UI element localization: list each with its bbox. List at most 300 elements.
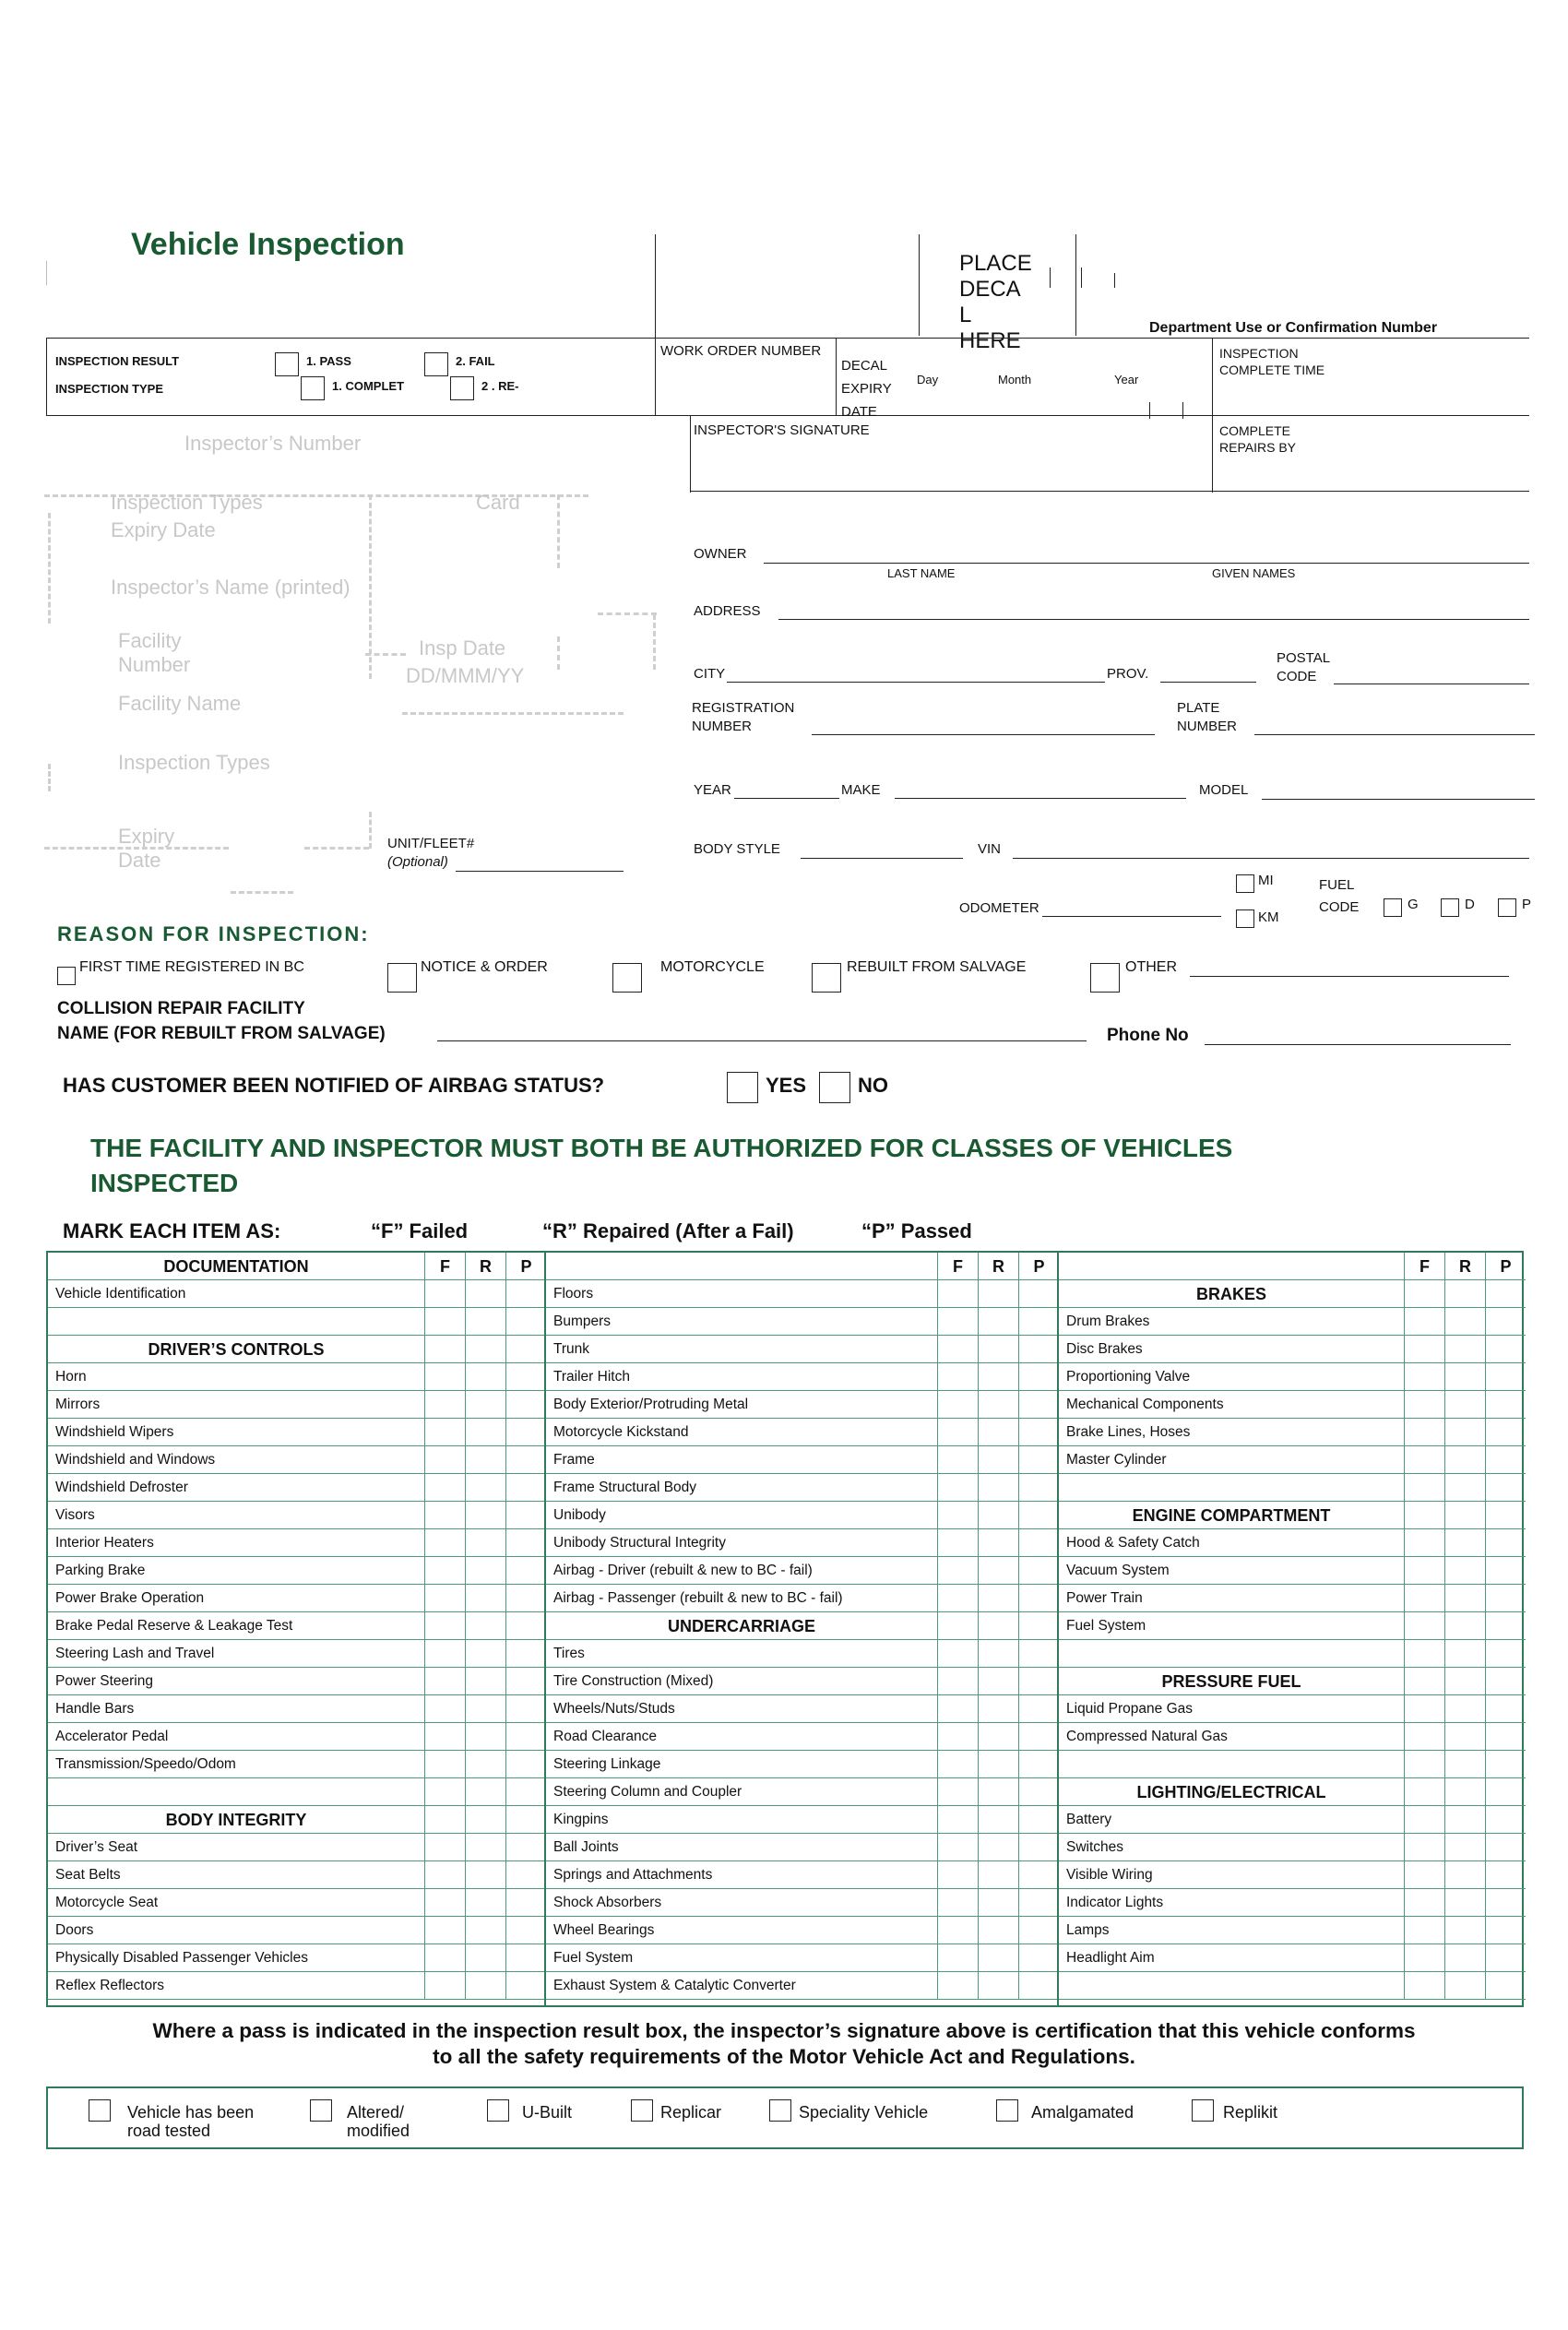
frp-cell-r[interactable] (978, 1944, 1018, 1971)
frp-cell-p[interactable] (1018, 1695, 1059, 1722)
frp-cell-p[interactable] (1485, 1834, 1526, 1860)
frp-cell-r[interactable] (978, 1695, 1018, 1722)
collision-line[interactable] (437, 1040, 1087, 1041)
frp-cell-r[interactable] (1444, 1695, 1485, 1722)
phone-line[interactable] (1205, 1044, 1511, 1045)
frp-cell-r[interactable] (978, 1612, 1018, 1639)
frp-cell-p[interactable] (1485, 1363, 1526, 1390)
label-text: NUMBER (1177, 719, 1238, 734)
frp-cell-f[interactable] (937, 1612, 978, 1639)
frp-cell-f[interactable] (1404, 1612, 1444, 1639)
frp-cell-f[interactable] (937, 1751, 978, 1777)
frp-cell-p[interactable] (505, 1280, 546, 1307)
frp-cell-p[interactable] (505, 1668, 546, 1694)
frp-cell-r[interactable] (1444, 1336, 1485, 1362)
frp-cell-r[interactable] (978, 1834, 1018, 1860)
frp-cell-f[interactable] (1404, 1557, 1444, 1584)
frp-cell-f[interactable] (937, 1723, 978, 1750)
decal-expiry-text: DECAL (841, 358, 888, 374)
frp-cell-f[interactable] (937, 1557, 978, 1584)
frp-cell-r[interactable] (465, 1280, 505, 1307)
frp-cell-p[interactable] (505, 1336, 546, 1362)
frp-cell-r[interactable] (978, 1861, 1018, 1888)
frp-cell-f[interactable] (424, 1751, 465, 1777)
frp-cell-p[interactable] (505, 1723, 546, 1750)
frp-cell-p[interactable] (1018, 1668, 1059, 1694)
frp-cell-f[interactable] (424, 1944, 465, 1971)
frp-cell-f[interactable] (1404, 1419, 1444, 1445)
frp-cell-r[interactable] (1444, 1446, 1485, 1473)
frp-cell-r[interactable] (1444, 1917, 1485, 1944)
frp-cell-f[interactable] (424, 1640, 465, 1667)
frp-cell-p[interactable] (1485, 1557, 1526, 1584)
frp-cell-r[interactable] (978, 1668, 1018, 1694)
frp-cell-p[interactable] (1485, 1861, 1526, 1888)
frp-cell-f[interactable] (937, 1861, 978, 1888)
frp-cell-r[interactable] (465, 1972, 505, 1999)
frp-cell-p[interactable] (1018, 1474, 1059, 1501)
frp-cell-f[interactable] (424, 1695, 465, 1722)
ubuilt-checkbox[interactable] (487, 2099, 509, 2122)
result-pass-label: 1. PASS (306, 354, 351, 368)
frp-cell-r[interactable] (978, 1640, 1018, 1667)
frp-cell-r[interactable] (465, 1391, 505, 1418)
checklist-column (1059, 1253, 1526, 2005)
airbag-no-checkbox[interactable] (819, 1072, 850, 1103)
frp-cell-r[interactable] (1444, 1474, 1485, 1501)
make-line[interactable] (895, 798, 1186, 799)
frp-cell-r[interactable] (978, 1585, 1018, 1611)
frp-cell-p[interactable] (505, 1502, 546, 1528)
first-time-checkbox[interactable] (57, 967, 76, 985)
frp-cell-f[interactable] (937, 1889, 978, 1916)
frp-cell-p[interactable] (505, 1972, 546, 1999)
frp-cell-r[interactable] (465, 1557, 505, 1584)
registration-line[interactable] (812, 734, 1155, 735)
frp-cell-r[interactable] (978, 1972, 1018, 1999)
frp-cell-f[interactable] (1404, 1668, 1444, 1694)
frp-cell-f[interactable] (937, 1972, 978, 1999)
frp-cell-p[interactable] (1485, 1585, 1526, 1611)
vin-line[interactable] (1013, 858, 1529, 859)
frp-cell-p[interactable] (1018, 1612, 1059, 1639)
plate-line[interactable] (1254, 734, 1535, 735)
frp-cell-r[interactable] (1444, 1557, 1485, 1584)
frp-cell-p[interactable] (1485, 1391, 1526, 1418)
frp-cell-f[interactable] (1404, 1502, 1444, 1528)
checklist-row (546, 1723, 1059, 1751)
speciality-checkbox[interactable] (769, 2099, 791, 2122)
body-style-line[interactable] (801, 858, 963, 859)
frp-cell-r[interactable] (465, 1446, 505, 1473)
frp-cell-f[interactable] (1404, 1391, 1444, 1418)
frp-cell-p[interactable] (1018, 1502, 1059, 1528)
frp-cell-r[interactable] (465, 1502, 505, 1528)
frp-cell-f[interactable] (937, 1640, 978, 1667)
frp-cell-p[interactable] (1485, 1446, 1526, 1473)
frp-cell-r[interactable] (978, 1474, 1018, 1501)
other-checkbox[interactable] (1090, 963, 1120, 993)
frp-cell-f[interactable] (1404, 1723, 1444, 1750)
frp-cell-p[interactable] (1018, 1723, 1059, 1750)
frp-cell-f[interactable] (1404, 1336, 1444, 1362)
frp-cell-f[interactable] (937, 1917, 978, 1944)
frp-cell-r[interactable] (465, 1917, 505, 1944)
frp-cell-f[interactable] (937, 1778, 978, 1805)
frp-cell-f[interactable] (937, 1529, 978, 1556)
frp-cell-r[interactable] (465, 1861, 505, 1888)
frp-cell-r[interactable] (465, 1419, 505, 1445)
frp-cell-r[interactable] (465, 1944, 505, 1971)
frp-cell-p[interactable] (1018, 1363, 1059, 1390)
frp-cell-p[interactable] (1018, 1834, 1059, 1860)
frp-cell-p[interactable] (1485, 1474, 1526, 1501)
frp-cell-p[interactable] (1018, 1391, 1059, 1418)
checklist-item-label: Visors (55, 1507, 95, 1523)
year-line[interactable] (734, 798, 839, 799)
frp-cell-r[interactable] (1444, 1391, 1485, 1418)
frp-cell-r[interactable] (1444, 1280, 1485, 1307)
frp-cell-p[interactable] (505, 1861, 546, 1888)
frp-cell-p[interactable] (505, 1778, 546, 1805)
frp-cell-f[interactable] (1404, 1640, 1444, 1667)
frp-cell-f[interactable] (1404, 1972, 1444, 1999)
frp-cell-r[interactable] (1444, 1861, 1485, 1888)
frp-cell-f[interactable] (424, 1585, 465, 1611)
road-tested-checkbox[interactable] (89, 2099, 111, 2122)
frp-cell-r[interactable] (465, 1695, 505, 1722)
frp-cell-r[interactable] (1444, 1363, 1485, 1390)
frp-cell-p[interactable] (1485, 1419, 1526, 1445)
frp-cell-f[interactable] (1404, 1474, 1444, 1501)
frp-cell-p[interactable] (1018, 1861, 1059, 1888)
frp-cell-r[interactable] (465, 1640, 505, 1667)
frp-cell-p[interactable] (1485, 1778, 1526, 1805)
frp-cell-p[interactable] (505, 1557, 546, 1584)
fuel-p-checkbox[interactable] (1498, 898, 1516, 917)
frp-cell-r[interactable] (1444, 1889, 1485, 1916)
frp-cell-p[interactable] (505, 1751, 546, 1777)
frp-cell-f[interactable] (1404, 1529, 1444, 1556)
frp-cell-f[interactable] (424, 1917, 465, 1944)
frp-cell-f[interactable] (1404, 1751, 1444, 1777)
frp-cell-p[interactable] (505, 1834, 546, 1860)
address-line[interactable] (778, 619, 1529, 620)
frp-cell-f[interactable] (937, 1336, 978, 1362)
frp-cell-p[interactable] (1485, 1529, 1526, 1556)
frp-cell-p[interactable] (1485, 1502, 1526, 1528)
frp-cell-p[interactable] (1018, 1557, 1059, 1584)
result-pass-checkbox[interactable] (275, 352, 299, 376)
frp-cell-p[interactable] (1485, 1668, 1526, 1694)
km-checkbox[interactable] (1236, 909, 1254, 928)
frp-cell-f[interactable] (1404, 1585, 1444, 1611)
frp-cell-f[interactable] (937, 1944, 978, 1971)
frp-cell-r[interactable] (978, 1391, 1018, 1418)
altered-checkbox[interactable] (310, 2099, 332, 2122)
vin-label: VIN (978, 841, 1002, 857)
fuel-d-checkbox[interactable] (1441, 898, 1459, 917)
frp-cell-f[interactable] (1404, 1280, 1444, 1307)
frp-cell-r[interactable] (465, 1751, 505, 1777)
frp-cell-f[interactable] (937, 1474, 978, 1501)
frp-cell-p[interactable] (1485, 1889, 1526, 1916)
frp-cell-f[interactable] (937, 1806, 978, 1833)
frp-cell-p[interactable] (1485, 1972, 1526, 1999)
frp-cell-p[interactable] (505, 1585, 546, 1611)
frp-cell-p[interactable] (505, 1446, 546, 1473)
frp-cell-f[interactable] (1404, 1917, 1444, 1944)
frp-cell-f[interactable] (937, 1280, 978, 1307)
frp-cell-f[interactable] (424, 1363, 465, 1390)
frp-cell-r[interactable] (465, 1529, 505, 1556)
frp-cell-p[interactable] (1018, 1917, 1059, 1944)
frp-cell-r[interactable] (978, 1280, 1018, 1307)
frp-cell-p[interactable] (1018, 1944, 1059, 1971)
rebuilt-checkbox[interactable] (812, 963, 841, 993)
frp-cell-p[interactable] (1018, 1889, 1059, 1916)
checklist-item-label: Airbag - Passenger (rebuilt & new to BC - fail) (553, 1590, 843, 1606)
frp-cell-r[interactable] (1444, 1944, 1485, 1971)
frp-cell-p[interactable] (505, 1612, 546, 1639)
checklist-item-label: Ball Joints (553, 1839, 619, 1855)
frp-cell-f[interactable] (937, 1668, 978, 1694)
frp-cell-p[interactable] (1018, 1529, 1059, 1556)
frp-cell-r[interactable] (465, 1806, 505, 1833)
airbag-yes-checkbox[interactable] (727, 1072, 758, 1103)
frp-cell-r[interactable] (978, 1308, 1018, 1335)
frp-cell-p[interactable] (1018, 1336, 1059, 1362)
frp-header-f: F (1404, 1253, 1444, 1279)
frp-cell-p[interactable] (1018, 1751, 1059, 1777)
frp-cell-p[interactable] (1018, 1446, 1059, 1473)
checklist-item-label: Kingpins (553, 1812, 609, 1827)
frp-cell-r[interactable] (465, 1336, 505, 1362)
frp-cell-r[interactable] (465, 1668, 505, 1694)
frp-cell-r[interactable] (978, 1778, 1018, 1805)
frp-cell-r[interactable] (978, 1723, 1018, 1750)
frp-cell-p[interactable] (1485, 1280, 1526, 1307)
prov-line[interactable] (1160, 682, 1256, 683)
frp-cell-r[interactable] (1444, 1308, 1485, 1335)
frp-cell-r[interactable] (978, 1529, 1018, 1556)
replicar-checkbox[interactable] (631, 2099, 653, 2122)
unit-fleet-line[interactable] (456, 871, 624, 872)
frp-cell-p[interactable] (505, 1640, 546, 1667)
frp-cell-p[interactable] (505, 1917, 546, 1944)
frp-cell-p[interactable] (1485, 1336, 1526, 1362)
frp-cell-f[interactable] (424, 1723, 465, 1750)
frp-cell-f[interactable] (424, 1557, 465, 1584)
frp-cell-r[interactable] (465, 1889, 505, 1916)
first-time-label: FIRST TIME REGISTERED IN BC (79, 959, 304, 975)
frp-cell-p[interactable] (1018, 1280, 1059, 1307)
frp-cell-p[interactable] (1018, 1585, 1059, 1611)
frp-cell-p[interactable] (1485, 1695, 1526, 1722)
checklist-section-header (1059, 1778, 1526, 1806)
frp-cell-f[interactable] (424, 1391, 465, 1418)
frp-cell-p[interactable] (505, 1419, 546, 1445)
amalgamated-checkbox[interactable] (996, 2099, 1018, 2122)
frp-cell-f[interactable] (424, 1529, 465, 1556)
frp-cell-r[interactable] (1444, 1778, 1485, 1805)
frp-cell-p[interactable] (1485, 1806, 1526, 1833)
checklist-item-label: Unibody Structural Integrity (553, 1535, 726, 1551)
frp-cell-r[interactable] (1444, 1419, 1485, 1445)
frp-cell-p[interactable] (505, 1391, 546, 1418)
frp-cell-f[interactable] (424, 1972, 465, 1999)
frp-cell-r[interactable] (978, 1419, 1018, 1445)
frp-cell-f[interactable] (1404, 1944, 1444, 1971)
frp-cell-f[interactable] (424, 1668, 465, 1694)
frp-cell-p[interactable] (505, 1695, 546, 1722)
frp-cell-p[interactable] (1485, 1640, 1526, 1667)
frp-cell-f[interactable] (424, 1280, 465, 1307)
owner-line[interactable] (764, 563, 1529, 564)
frp-cell-f[interactable] (937, 1419, 978, 1445)
frp-cell-f[interactable] (1404, 1806, 1444, 1833)
checklist-item-label: Wheels/Nuts/Studs (553, 1701, 675, 1717)
frp-cell-f[interactable] (937, 1308, 978, 1335)
frp-cell-f[interactable] (937, 1363, 978, 1390)
frp-cell-p[interactable] (1018, 1806, 1059, 1833)
frp-cell-r[interactable] (1444, 1806, 1485, 1833)
frp-cell-r[interactable] (978, 1446, 1018, 1473)
frp-cell-p[interactable] (1018, 1308, 1059, 1335)
frp-cell-r[interactable] (1444, 1640, 1485, 1667)
frp-cell-f[interactable] (424, 1612, 465, 1639)
fuel-g-checkbox[interactable] (1384, 898, 1402, 917)
frp-cell-r[interactable] (465, 1363, 505, 1390)
frp-cell-f[interactable] (424, 1419, 465, 1445)
frp-cell-p[interactable] (1018, 1778, 1059, 1805)
frp-cell-p[interactable] (1485, 1944, 1526, 1971)
frp-cell-r[interactable] (1444, 1751, 1485, 1777)
type-re-checkbox[interactable] (450, 376, 474, 400)
frp-cell-p[interactable] (505, 1308, 546, 1335)
frp-cell-r[interactable] (1444, 1529, 1485, 1556)
frp-cell-f[interactable] (937, 1585, 978, 1611)
frp-cell-f[interactable] (424, 1834, 465, 1860)
checklist-row (1059, 1557, 1526, 1585)
frp-cell-p[interactable] (505, 1529, 546, 1556)
frp-cell-f[interactable] (424, 1806, 465, 1833)
frp-cell-p[interactable] (1485, 1751, 1526, 1777)
type-complete-checkbox[interactable] (301, 376, 325, 400)
certification-line: Where a pass is indicated in the inspection result box, the inspector’s signature above is certification that this vehicle conforms (152, 2019, 1416, 2042)
frp-cell-r[interactable] (465, 1723, 505, 1750)
frp-cell-r[interactable] (465, 1778, 505, 1805)
frp-cell-f[interactable] (1404, 1834, 1444, 1860)
frp-cell-p[interactable] (1485, 1612, 1526, 1639)
frp-cell-f[interactable] (424, 1474, 465, 1501)
frp-cell-r[interactable] (465, 1612, 505, 1639)
notice-order-checkbox[interactable] (387, 963, 417, 993)
frp-cell-r[interactable] (978, 1363, 1018, 1390)
odometer-line[interactable] (1042, 916, 1221, 917)
frp-cell-f[interactable] (1404, 1446, 1444, 1473)
checklist-row (48, 1308, 546, 1336)
frp-cell-r[interactable] (978, 1751, 1018, 1777)
frp-cell-r[interactable] (1444, 1585, 1485, 1611)
model-line[interactable] (1262, 799, 1535, 800)
frp-cell-f[interactable] (424, 1889, 465, 1916)
frp-cell-p[interactable] (505, 1474, 546, 1501)
city-line[interactable] (727, 682, 1105, 683)
frp-cell-f[interactable] (1404, 1308, 1444, 1335)
result-fail-checkbox[interactable] (424, 352, 448, 376)
checklist-item-label: Mirrors (55, 1397, 101, 1412)
frp-cell-f[interactable] (1404, 1363, 1444, 1390)
frp-cell-r[interactable] (1444, 1502, 1485, 1528)
frp-cell-r[interactable] (465, 1474, 505, 1501)
frp-cell-f[interactable] (424, 1502, 465, 1528)
checklist-item-label: Hood & Safety Catch (1066, 1535, 1200, 1551)
frp-cell-r[interactable] (465, 1834, 505, 1860)
frp-cell-r[interactable] (978, 1889, 1018, 1916)
notice-text: THE FACILITY AND INSPECTOR MUST BOTH BE AUTHORIZED FOR CLASSES OF VEHICLES (90, 1134, 1233, 1162)
frp-cell-p[interactable] (1018, 1419, 1059, 1445)
frp-cell-f[interactable] (1404, 1889, 1444, 1916)
frp-cell-f[interactable] (1404, 1695, 1444, 1722)
frp-cell-r[interactable] (1444, 1972, 1485, 1999)
frp-cell-p[interactable] (505, 1806, 546, 1833)
stamp-expiry-date: Expiry Date (111, 518, 216, 541)
frp-cell-r[interactable] (978, 1336, 1018, 1362)
checklist-row (48, 1474, 546, 1502)
frp-cell-f[interactable] (1404, 1861, 1444, 1888)
frp-cell-p[interactable] (505, 1889, 546, 1916)
frp-cell-r[interactable] (465, 1308, 505, 1335)
frp-cell-f[interactable] (937, 1446, 978, 1473)
km-label: KM (1258, 909, 1279, 925)
frp-cell-p[interactable] (1485, 1917, 1526, 1944)
frp-cell-f[interactable] (424, 1861, 465, 1888)
frp-cell-r[interactable] (978, 1917, 1018, 1944)
frp-cell-r[interactable] (1444, 1723, 1485, 1750)
frp-cell-f[interactable] (937, 1834, 978, 1860)
frp-cell-r[interactable] (1444, 1668, 1485, 1694)
frp-cell-p[interactable] (505, 1363, 546, 1390)
frp-cell-f[interactable] (424, 1446, 465, 1473)
frp-cell-p[interactable] (1485, 1308, 1526, 1335)
frp-cell-p[interactable] (1485, 1723, 1526, 1750)
frp-cell-r[interactable] (1444, 1612, 1485, 1639)
checklist-item-label: Compressed Natural Gas (1066, 1729, 1228, 1744)
mi-checkbox[interactable] (1236, 874, 1254, 893)
frp-cell-f[interactable] (937, 1695, 978, 1722)
decal-expiry-text: EXPIRY (841, 381, 892, 397)
frp-cell-f[interactable] (424, 1336, 465, 1362)
replikit-checkbox[interactable] (1192, 2099, 1214, 2122)
frp-cell-f[interactable] (424, 1308, 465, 1335)
frp-cell-p[interactable] (1018, 1972, 1059, 1999)
frp-cell-p[interactable] (505, 1944, 546, 1971)
frp-cell-r[interactable] (978, 1502, 1018, 1528)
frp-cell-f[interactable] (937, 1502, 978, 1528)
frp-cell-r[interactable] (978, 1806, 1018, 1833)
other-line[interactable] (1190, 976, 1509, 977)
checklist-item-label: Body Exterior/Protruding Metal (553, 1397, 749, 1412)
frp-cell-f[interactable] (424, 1778, 465, 1805)
frp-cell-r[interactable] (1444, 1834, 1485, 1860)
frp-cell-f[interactable] (1404, 1778, 1444, 1805)
frp-cell-p[interactable] (1018, 1640, 1059, 1667)
frp-cell-r[interactable] (978, 1557, 1018, 1584)
motorcycle-checkbox[interactable] (612, 963, 642, 993)
frp-cell-r[interactable] (465, 1585, 505, 1611)
frp-cell-f[interactable] (937, 1391, 978, 1418)
